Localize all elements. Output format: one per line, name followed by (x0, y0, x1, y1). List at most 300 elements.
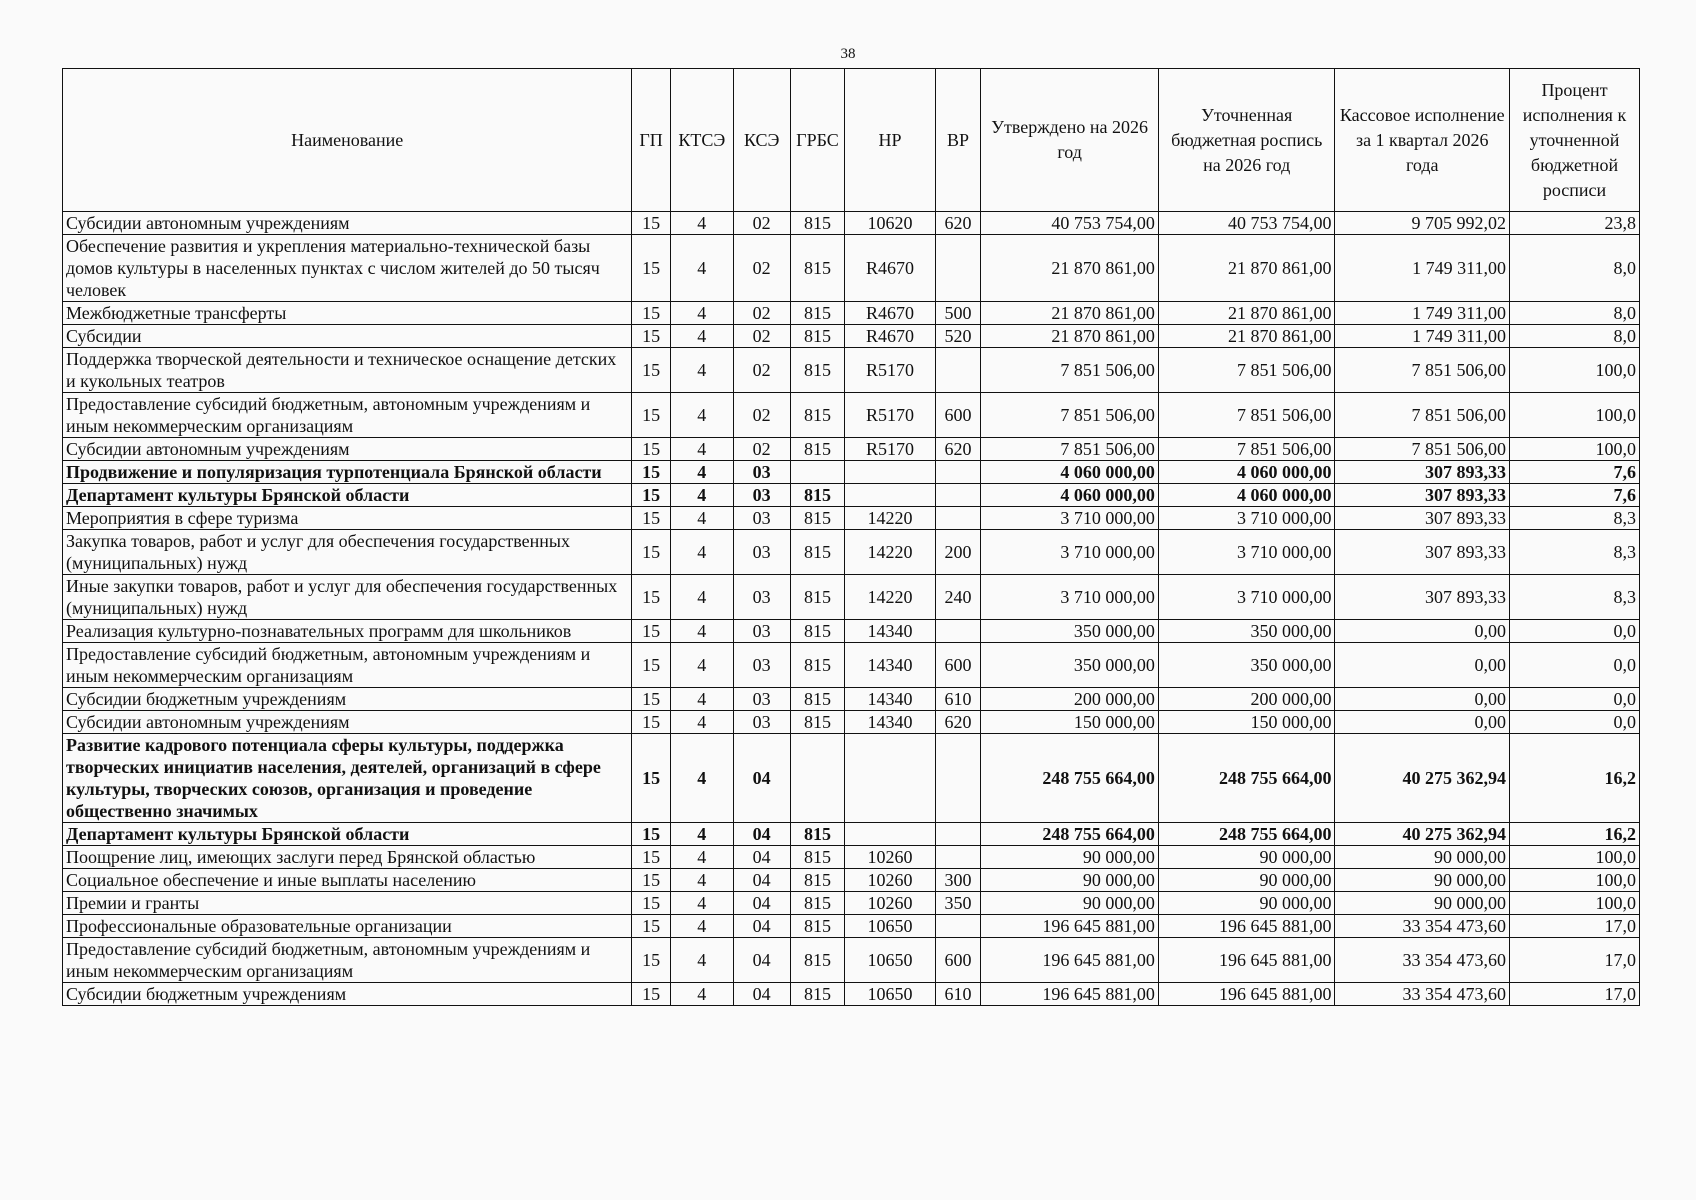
cell-cash: 33 354 473,60 (1335, 983, 1510, 1006)
cell-approved: 40 753 754,00 (981, 212, 1159, 235)
cell-nr: R4670 (845, 302, 935, 325)
cell-percent: 7,6 (1510, 461, 1640, 484)
cell-percent: 100,0 (1510, 393, 1640, 438)
table-row (63, 438, 1640, 461)
cell-refined: 4 060 000,00 (1158, 484, 1335, 507)
cell-kse: 03 (733, 530, 790, 575)
cell-percent: 100,0 (1510, 438, 1640, 461)
cell-ktse: 4 (670, 507, 733, 530)
cell-percent: 8,0 (1510, 325, 1640, 348)
cell-vr (935, 620, 981, 643)
cell-cash: 90 000,00 (1335, 892, 1510, 915)
cell-gp: 15 (632, 438, 671, 461)
cell-ktse: 4 (670, 212, 733, 235)
cell-grbs (790, 734, 845, 823)
cell-percent: 0,0 (1510, 620, 1640, 643)
cell-refined: 3 710 000,00 (1158, 530, 1335, 575)
column-header-gp: ГП (632, 69, 671, 212)
cell-approved: 7 851 506,00 (981, 348, 1159, 393)
cell-percent: 16,2 (1510, 823, 1640, 846)
cell-approved: 3 710 000,00 (981, 575, 1159, 620)
cell-nr: 14340 (845, 688, 935, 711)
table-row (63, 302, 1640, 325)
cell-approved: 4 060 000,00 (981, 461, 1159, 484)
cell-gp: 15 (632, 348, 671, 393)
cell-ktse: 4 (670, 915, 733, 938)
cell-name: Премии и гранты (63, 892, 632, 915)
table-row (63, 325, 1640, 348)
cell-gp: 15 (632, 688, 671, 711)
cell-vr: 240 (935, 575, 981, 620)
cell-nr: 14340 (845, 620, 935, 643)
cell-grbs: 815 (790, 438, 845, 461)
table-row (63, 938, 1640, 983)
cell-kse: 02 (733, 325, 790, 348)
table-row (63, 461, 1640, 484)
cell-grbs: 815 (790, 688, 845, 711)
cell-grbs: 815 (790, 711, 845, 734)
cell-name: Социальное обеспечение и иные выплаты населению (63, 869, 632, 892)
cell-percent: 17,0 (1510, 938, 1640, 983)
cell-kse: 04 (733, 915, 790, 938)
cell-refined: 196 645 881,00 (1158, 938, 1335, 983)
table-row (63, 575, 1640, 620)
cell-grbs: 815 (790, 212, 845, 235)
cell-kse: 04 (733, 869, 790, 892)
cell-name: Иные закупки товаров, работ и услуг для обеспечения государственных (муниципальных) нужд (63, 575, 632, 620)
cell-cash: 7 851 506,00 (1335, 348, 1510, 393)
cell-grbs: 815 (790, 302, 845, 325)
cell-cash: 0,00 (1335, 688, 1510, 711)
column-header-grbs: ГРБС (790, 69, 845, 212)
cell-nr: R4670 (845, 235, 935, 302)
cell-gp: 15 (632, 484, 671, 507)
column-header-percent: Процент исполнения к уточненной бюджетной росписи (1510, 69, 1640, 212)
cell-name: Субсидии автономным учреждениям (63, 438, 632, 461)
cell-kse: 02 (733, 212, 790, 235)
column-header-cash: Кассовое исполнение за 1 квартал 2026 года (1335, 69, 1510, 212)
table-row (63, 235, 1640, 302)
cell-percent: 100,0 (1510, 348, 1640, 393)
cell-vr: 300 (935, 869, 981, 892)
table-header (63, 69, 1640, 212)
cell-nr: 14220 (845, 575, 935, 620)
cell-refined: 248 755 664,00 (1158, 823, 1335, 846)
cell-name: Субсидии бюджетным учреждениям (63, 688, 632, 711)
table-row (63, 846, 1640, 869)
cell-refined: 90 000,00 (1158, 846, 1335, 869)
cell-vr (935, 915, 981, 938)
cell-ktse: 4 (670, 575, 733, 620)
cell-cash: 1 749 311,00 (1335, 325, 1510, 348)
cell-ktse: 4 (670, 484, 733, 507)
cell-vr (935, 484, 981, 507)
cell-name: Межбюджетные трансферты (63, 302, 632, 325)
cell-vr (935, 461, 981, 484)
cell-percent: 0,0 (1510, 711, 1640, 734)
cell-name: Обеспечение развития и укрепления материально-технической базы домов культуры в населенных пунктах с числом жителей до 50 тысяч человек (63, 235, 632, 302)
cell-percent: 16,2 (1510, 734, 1640, 823)
cell-percent: 100,0 (1510, 846, 1640, 869)
cell-vr: 600 (935, 393, 981, 438)
cell-nr (845, 823, 935, 846)
cell-gp: 15 (632, 530, 671, 575)
cell-cash: 33 354 473,60 (1335, 915, 1510, 938)
cell-percent: 17,0 (1510, 983, 1640, 1006)
table-row (63, 348, 1640, 393)
cell-nr: 10650 (845, 915, 935, 938)
cell-refined: 350 000,00 (1158, 620, 1335, 643)
cell-name: Поддержка творческой деятельности и техническое оснащение детских и кукольных театров (63, 348, 632, 393)
cell-approved: 90 000,00 (981, 846, 1159, 869)
cell-gp: 15 (632, 620, 671, 643)
cell-refined: 7 851 506,00 (1158, 393, 1335, 438)
cell-nr: 10650 (845, 938, 935, 983)
cell-cash: 307 893,33 (1335, 484, 1510, 507)
cell-cash: 40 275 362,94 (1335, 734, 1510, 823)
cell-gp: 15 (632, 983, 671, 1006)
cell-vr: 600 (935, 938, 981, 983)
table-row (63, 734, 1640, 823)
cell-vr: 620 (935, 212, 981, 235)
cell-nr (845, 461, 935, 484)
cell-name: Реализация культурно-познавательных программ для школьников (63, 620, 632, 643)
cell-name: Субсидии бюджетным учреждениям (63, 983, 632, 1006)
cell-ktse: 4 (670, 235, 733, 302)
cell-grbs: 815 (790, 983, 845, 1006)
cell-gp: 15 (632, 235, 671, 302)
cell-ktse: 4 (670, 620, 733, 643)
column-header-name: Наименование (63, 69, 632, 212)
cell-percent: 8,3 (1510, 507, 1640, 530)
cell-ktse: 4 (670, 823, 733, 846)
cell-cash: 0,00 (1335, 643, 1510, 688)
cell-gp: 15 (632, 461, 671, 484)
cell-grbs: 815 (790, 507, 845, 530)
cell-kse: 02 (733, 393, 790, 438)
column-header-ktse: КТСЭ (670, 69, 733, 212)
cell-refined: 4 060 000,00 (1158, 461, 1335, 484)
cell-cash: 7 851 506,00 (1335, 438, 1510, 461)
cell-gp: 15 (632, 212, 671, 235)
column-header-nr: НР (845, 69, 935, 212)
cell-kse: 04 (733, 823, 790, 846)
cell-approved: 248 755 664,00 (981, 823, 1159, 846)
cell-name: Департамент культуры Брянской области (63, 823, 632, 846)
cell-name: Субсидии (63, 325, 632, 348)
cell-vr: 610 (935, 983, 981, 1006)
cell-cash: 307 893,33 (1335, 575, 1510, 620)
cell-gp: 15 (632, 892, 671, 915)
cell-percent: 8,3 (1510, 575, 1640, 620)
cell-grbs: 815 (790, 575, 845, 620)
cell-refined: 90 000,00 (1158, 869, 1335, 892)
table-row (63, 711, 1640, 734)
cell-ktse: 4 (670, 869, 733, 892)
table-row (63, 212, 1640, 235)
column-header-refined: Уточненная бюджетная роспись на 2026 год (1158, 69, 1335, 212)
cell-nr: R5170 (845, 438, 935, 461)
cell-kse: 03 (733, 484, 790, 507)
cell-name: Закупка товаров, работ и услуг для обеспечения государственных (муниципальных) нужд (63, 530, 632, 575)
cell-cash: 307 893,33 (1335, 507, 1510, 530)
cell-grbs: 815 (790, 938, 845, 983)
page-number: 38 (840, 46, 856, 62)
cell-percent: 17,0 (1510, 915, 1640, 938)
cell-kse: 04 (733, 734, 790, 823)
cell-ktse: 4 (670, 846, 733, 869)
cell-kse: 04 (733, 846, 790, 869)
cell-vr (935, 235, 981, 302)
cell-approved: 196 645 881,00 (981, 915, 1159, 938)
table-body (63, 212, 1640, 1006)
cell-refined: 350 000,00 (1158, 643, 1335, 688)
cell-kse: 03 (733, 575, 790, 620)
cell-name: Развитие кадрового потенциала сферы культуры, поддержка творческих инициатив населения, деятелей, организаций в сфере культуры, творческих союзов, организация и проведение общественно значимых (63, 734, 632, 823)
table-row (63, 869, 1640, 892)
cell-kse: 02 (733, 348, 790, 393)
cell-gp: 15 (632, 823, 671, 846)
cell-vr: 350 (935, 892, 981, 915)
cell-grbs: 815 (790, 846, 845, 869)
cell-ktse: 4 (670, 393, 733, 438)
cell-nr: 14340 (845, 643, 935, 688)
cell-name: Субсидии автономным учреждениям (63, 212, 632, 235)
cell-nr: 10260 (845, 869, 935, 892)
cell-approved: 21 870 861,00 (981, 325, 1159, 348)
table-row (63, 823, 1640, 846)
table-row (63, 393, 1640, 438)
cell-kse: 04 (733, 892, 790, 915)
cell-refined: 150 000,00 (1158, 711, 1335, 734)
cell-approved: 21 870 861,00 (981, 302, 1159, 325)
cell-refined: 7 851 506,00 (1158, 438, 1335, 461)
cell-nr: 14220 (845, 507, 935, 530)
cell-vr: 620 (935, 711, 981, 734)
cell-nr: 10260 (845, 846, 935, 869)
cell-cash: 7 851 506,00 (1335, 393, 1510, 438)
cell-refined: 21 870 861,00 (1158, 325, 1335, 348)
header-row (63, 69, 1640, 212)
cell-kse: 04 (733, 983, 790, 1006)
cell-cash: 1 749 311,00 (1335, 235, 1510, 302)
cell-kse: 03 (733, 688, 790, 711)
cell-ktse: 4 (670, 643, 733, 688)
cell-nr: R5170 (845, 348, 935, 393)
cell-gp: 15 (632, 643, 671, 688)
cell-gp: 15 (632, 869, 671, 892)
cell-cash: 0,00 (1335, 620, 1510, 643)
cell-name: Мероприятия в сфере туризма (63, 507, 632, 530)
table-row (63, 507, 1640, 530)
cell-ktse: 4 (670, 734, 733, 823)
cell-ktse: 4 (670, 461, 733, 484)
cell-vr (935, 823, 981, 846)
cell-vr (935, 734, 981, 823)
cell-refined: 196 645 881,00 (1158, 915, 1335, 938)
cell-approved: 90 000,00 (981, 869, 1159, 892)
cell-kse: 03 (733, 643, 790, 688)
cell-ktse: 4 (670, 938, 733, 983)
cell-grbs: 815 (790, 325, 845, 348)
cell-cash: 33 354 473,60 (1335, 938, 1510, 983)
cell-ktse: 4 (670, 688, 733, 711)
cell-gp: 15 (632, 393, 671, 438)
cell-nr: 14220 (845, 530, 935, 575)
cell-nr: 10260 (845, 892, 935, 915)
cell-percent: 100,0 (1510, 892, 1640, 915)
cell-nr: 10650 (845, 983, 935, 1006)
cell-approved: 248 755 664,00 (981, 734, 1159, 823)
cell-vr (935, 846, 981, 869)
cell-name: Предоставление субсидий бюджетным, автономным учреждениям и иным некоммерческим организациям (63, 643, 632, 688)
cell-gp: 15 (632, 302, 671, 325)
cell-name: Поощрение лиц, имеющих заслуги перед Брянской областью (63, 846, 632, 869)
cell-approved: 7 851 506,00 (981, 438, 1159, 461)
table-row (63, 915, 1640, 938)
cell-vr: 520 (935, 325, 981, 348)
cell-name: Предоставление субсидий бюджетным, автономным учреждениям и иным некоммерческим организациям (63, 393, 632, 438)
cell-refined: 248 755 664,00 (1158, 734, 1335, 823)
cell-nr: 10620 (845, 212, 935, 235)
cell-gp: 15 (632, 734, 671, 823)
cell-ktse: 4 (670, 892, 733, 915)
cell-refined: 21 870 861,00 (1158, 235, 1335, 302)
cell-nr (845, 484, 935, 507)
cell-approved: 350 000,00 (981, 620, 1159, 643)
cell-vr: 500 (935, 302, 981, 325)
cell-refined: 3 710 000,00 (1158, 575, 1335, 620)
cell-nr: 14340 (845, 711, 935, 734)
cell-gp: 15 (632, 938, 671, 983)
cell-grbs: 815 (790, 869, 845, 892)
cell-refined: 21 870 861,00 (1158, 302, 1335, 325)
cell-percent: 7,6 (1510, 484, 1640, 507)
cell-approved: 200 000,00 (981, 688, 1159, 711)
cell-cash: 9 705 992,02 (1335, 212, 1510, 235)
cell-name: Предоставление субсидий бюджетным, автономным учреждениям и иным некоммерческим организациям (63, 938, 632, 983)
table-row (63, 892, 1640, 915)
cell-approved: 196 645 881,00 (981, 938, 1159, 983)
cell-approved: 196 645 881,00 (981, 983, 1159, 1006)
cell-percent: 0,0 (1510, 643, 1640, 688)
cell-ktse: 4 (670, 530, 733, 575)
cell-grbs: 815 (790, 620, 845, 643)
table-row (63, 530, 1640, 575)
cell-vr: 620 (935, 438, 981, 461)
cell-kse: 03 (733, 711, 790, 734)
cell-grbs: 815 (790, 892, 845, 915)
cell-kse: 02 (733, 438, 790, 461)
cell-gp: 15 (632, 575, 671, 620)
cell-grbs: 815 (790, 348, 845, 393)
cell-kse: 04 (733, 938, 790, 983)
cell-vr: 610 (935, 688, 981, 711)
table-row (63, 643, 1640, 688)
cell-approved: 90 000,00 (981, 892, 1159, 915)
cell-cash: 40 275 362,94 (1335, 823, 1510, 846)
cell-refined: 90 000,00 (1158, 892, 1335, 915)
cell-cash: 90 000,00 (1335, 846, 1510, 869)
cell-grbs: 815 (790, 530, 845, 575)
cell-percent: 0,0 (1510, 688, 1640, 711)
cell-ktse: 4 (670, 302, 733, 325)
cell-cash: 307 893,33 (1335, 461, 1510, 484)
cell-ktse: 4 (670, 711, 733, 734)
cell-nr: R4670 (845, 325, 935, 348)
cell-ktse: 4 (670, 325, 733, 348)
cell-gp: 15 (632, 507, 671, 530)
cell-refined: 7 851 506,00 (1158, 348, 1335, 393)
cell-grbs: 815 (790, 235, 845, 302)
cell-percent: 8,0 (1510, 235, 1640, 302)
budget-table (62, 68, 1640, 1006)
cell-kse: 02 (733, 235, 790, 302)
cell-grbs: 815 (790, 643, 845, 688)
cell-cash: 307 893,33 (1335, 530, 1510, 575)
cell-vr (935, 348, 981, 393)
cell-grbs (790, 461, 845, 484)
cell-approved: 150 000,00 (981, 711, 1159, 734)
cell-percent: 23,8 (1510, 212, 1640, 235)
cell-approved: 7 851 506,00 (981, 393, 1159, 438)
cell-name: Департамент культуры Брянской области (63, 484, 632, 507)
cell-vr: 200 (935, 530, 981, 575)
cell-gp: 15 (632, 915, 671, 938)
cell-name: Профессиональные образовательные организации (63, 915, 632, 938)
cell-gp: 15 (632, 846, 671, 869)
cell-kse: 03 (733, 620, 790, 643)
table-row (63, 620, 1640, 643)
cell-percent: 100,0 (1510, 869, 1640, 892)
cell-refined: 3 710 000,00 (1158, 507, 1335, 530)
cell-approved: 4 060 000,00 (981, 484, 1159, 507)
cell-nr: R5170 (845, 393, 935, 438)
cell-approved: 21 870 861,00 (981, 235, 1159, 302)
cell-gp: 15 (632, 325, 671, 348)
cell-grbs: 815 (790, 823, 845, 846)
cell-name: Продвижение и популяризация турпотенциала Брянской области (63, 461, 632, 484)
cell-cash: 0,00 (1335, 711, 1510, 734)
cell-refined: 196 645 881,00 (1158, 983, 1335, 1006)
cell-kse: 02 (733, 302, 790, 325)
cell-kse: 03 (733, 461, 790, 484)
cell-nr (845, 734, 935, 823)
cell-grbs: 815 (790, 393, 845, 438)
column-header-vr: ВР (935, 69, 981, 212)
cell-refined: 200 000,00 (1158, 688, 1335, 711)
cell-gp: 15 (632, 711, 671, 734)
cell-approved: 3 710 000,00 (981, 530, 1159, 575)
cell-cash: 90 000,00 (1335, 869, 1510, 892)
cell-ktse: 4 (670, 983, 733, 1006)
cell-ktse: 4 (670, 438, 733, 461)
cell-ktse: 4 (670, 348, 733, 393)
table-row (63, 484, 1640, 507)
cell-kse: 03 (733, 507, 790, 530)
cell-percent: 8,0 (1510, 302, 1640, 325)
cell-grbs: 815 (790, 484, 845, 507)
cell-vr: 600 (935, 643, 981, 688)
cell-cash: 1 749 311,00 (1335, 302, 1510, 325)
table-row (63, 688, 1640, 711)
cell-vr (935, 507, 981, 530)
column-header-kse: КСЭ (733, 69, 790, 212)
cell-approved: 3 710 000,00 (981, 507, 1159, 530)
cell-approved: 350 000,00 (981, 643, 1159, 688)
cell-name: Субсидии автономным учреждениям (63, 711, 632, 734)
cell-grbs: 815 (790, 915, 845, 938)
